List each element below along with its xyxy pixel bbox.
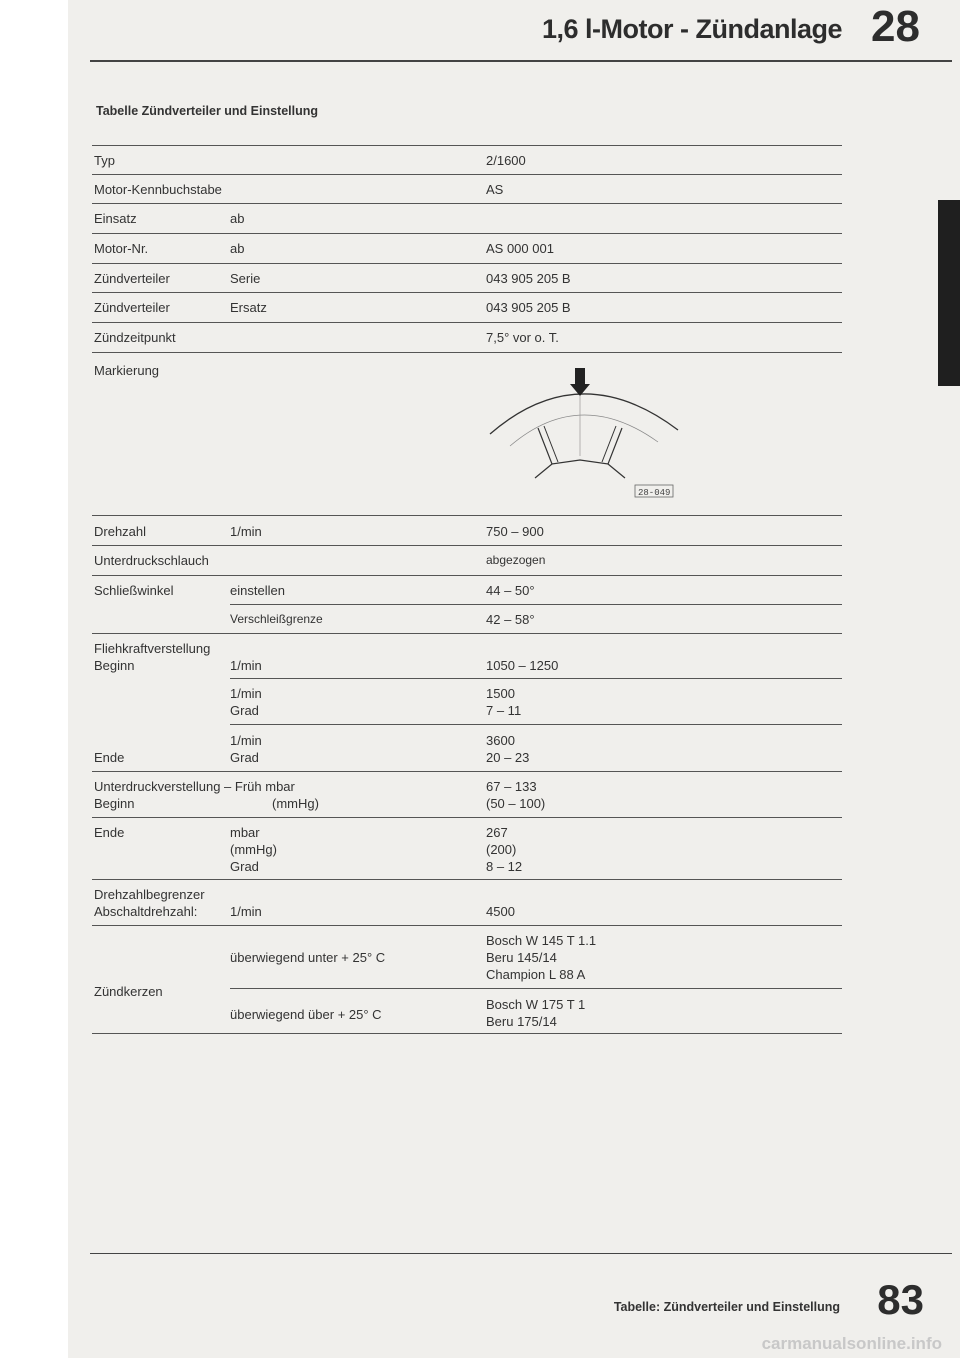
row-rule [92,174,842,175]
label: Einsatz [94,211,137,226]
value: AS 000 001 [486,241,554,256]
row-rule [230,988,842,989]
value-line1: 267 [486,825,508,840]
sub: Serie [230,271,261,286]
row-rule [92,203,842,204]
table-bottom-rule [92,1033,842,1034]
cond1-value-3: Champion L 88 A [486,967,586,982]
sub: Verschleißgrenze [230,612,323,626]
label: Zündkerzen [94,984,163,999]
value-line1: 1500 [486,686,515,701]
label-line1: Drehzahlbegrenzer [94,887,205,902]
label: Ende [94,750,125,765]
sub-line1: mbar [230,825,260,840]
sub-line3: Grad [230,859,259,874]
row-rule [92,352,842,353]
value: 4500 [486,904,515,919]
label: Zündzeitpunkt [94,330,176,345]
value: 42 – 58° [486,612,535,627]
footer-title: Tabelle: Zündverteiler und Einstellung [613,1300,840,1314]
watermark: carmanualsonline.info [761,1334,942,1353]
label-line2: Beginn [94,658,135,673]
footer-rule [90,1253,952,1254]
value: 043 905 205 B [486,271,571,286]
label-line2: Beginn [94,796,135,811]
sub: 1/min [230,904,262,919]
row-rule [92,263,842,264]
sub-line2: (mmHg) [230,842,277,857]
value-line2: (200) [486,842,517,857]
row-rule [92,771,842,772]
value-line1: 3600 [486,733,515,748]
timing-mark-diagram [480,366,680,506]
value-line2: 20 – 23 [486,750,530,765]
row-rule [92,879,842,880]
row-rule [92,633,842,634]
sub-line2: (mmHg) [272,796,319,811]
cond1-value-1: Bosch W 145 T 1.1 [486,933,597,948]
row-rule [92,545,842,546]
label: Zündverteiler [94,271,170,286]
row-rule [230,724,842,725]
value: 043 905 205 B [486,300,571,315]
header-rule [90,60,952,62]
value: 44 – 50° [486,583,535,598]
condition-2: überwiegend über + 25° C [230,1007,382,1022]
sub: 1/min [230,658,262,673]
pulley-arc-outer [490,394,678,434]
value: AS [486,182,504,197]
sub: Ersatz [230,300,267,315]
base-left [535,464,552,478]
figure-ref: 28-049 [638,488,671,498]
label: Ende [94,825,125,840]
condition-1: überwiegend unter + 25° C [230,950,386,965]
row-rule [230,604,842,605]
timing-arrow-icon [570,368,590,396]
value-line1: 67 – 133 [486,779,537,794]
label-line1: Unterdruckverstellung – Früh mbar [94,779,295,794]
sub: einstellen [230,583,285,598]
row-rule [92,575,842,576]
sub: ab [230,241,245,256]
label: Zündverteiler [94,300,170,315]
sub-line2: Grad [230,703,259,718]
value: abgezogen [486,553,546,567]
label: Typ [94,153,115,168]
page-header-title: 1,6 l-Motor - Zündanlage [541,14,842,44]
row-rule [92,233,842,234]
pulley-arc-inner [510,415,658,446]
cond2-value-2: Beru 175/14 [486,1014,557,1029]
label: Motor-Kennbuchstabe [94,182,222,197]
row-rule [92,292,842,293]
label: Unterdruckschlauch [94,553,209,568]
label: Drehzahl [94,524,147,539]
notch-left-inner [544,426,558,462]
value-line2: (50 – 100) [486,796,546,811]
section-tab-marker [938,200,960,386]
row-rule [230,678,842,679]
value: 750 – 900 [486,524,544,539]
label-line1: Fliehkraftverstellung [94,641,211,656]
value-line3: 8 – 12 [486,859,523,874]
row-rule [92,817,842,818]
value: 1050 – 1250 [486,658,559,673]
label-line2: Abschaltdrehzahl: [94,904,198,919]
sub-line2: Grad [230,750,259,765]
value: 2/1600 [486,153,526,168]
section-number: 28 [871,2,920,51]
sub: 1/min [230,524,262,539]
notch-right-inner [602,426,616,462]
sub-line1: 1/min [230,686,262,701]
row-rule [92,515,842,516]
sub-line1: 1/min [230,733,262,748]
value-line2: 7 – 11 [486,703,522,718]
table-top-rule [92,145,842,146]
row-rule [92,925,842,926]
row-rule [92,322,842,323]
value: 7,5° vor o. T. [486,330,559,345]
cond2-value-1: Bosch W 175 T 1 [486,997,586,1012]
base-right [608,464,625,478]
sub: ab [230,211,245,226]
cond1-value-2: Beru 145/14 [486,950,557,965]
table-title: Tabelle Zündverteiler und Einstellung [96,104,319,118]
page-number: 83 [877,1276,924,1323]
label: Schließwinkel [94,583,174,598]
label: Markierung [94,363,160,378]
label: Motor-Nr. [94,241,149,256]
